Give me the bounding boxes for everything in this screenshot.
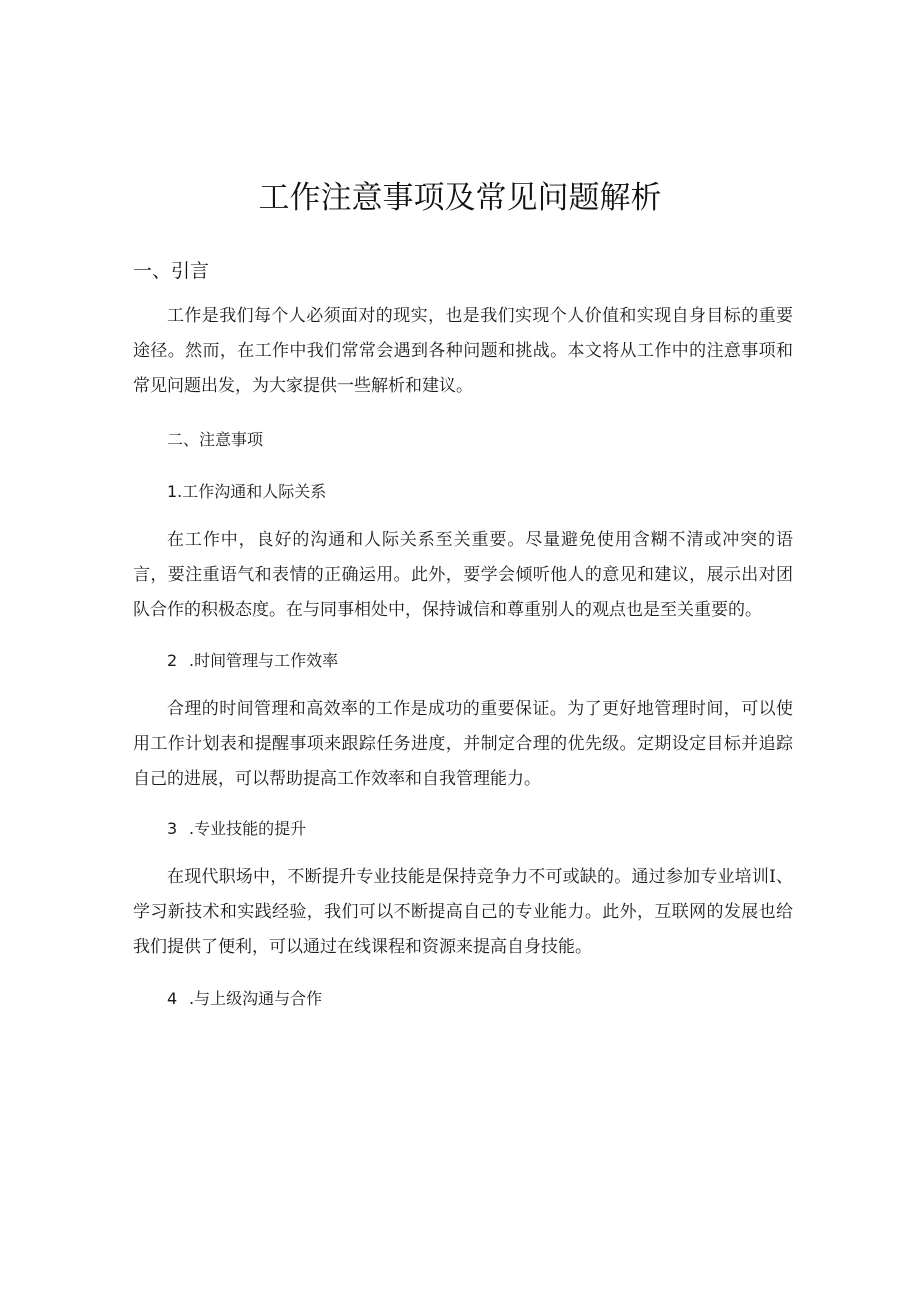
item-heading-4 bbox=[167, 987, 322, 1011]
item-title: .与上级沟通与合作 bbox=[189, 989, 323, 1008]
item-paragraph-3: 在现代职场中，不断提升专业技能是保持竞争力不可或缺的。通过参加专业培训I、学习新技术和实践经验，我们可以不断提高自己的专业能力。此外，互联网的发展也给我们提供了便利，可以通过在线课程和资源来提高自身技能。 bbox=[133, 867, 793, 957]
item-number: 2 bbox=[167, 651, 178, 670]
section-heading-intro: 一、引言 bbox=[133, 260, 210, 282]
document-title: 工作注意事项及常见问题解析 bbox=[258, 180, 662, 216]
item-title: 工作沟通和人际关系 bbox=[182, 482, 327, 501]
item-heading-3 bbox=[167, 817, 306, 841]
item-number: 3 bbox=[167, 819, 178, 838]
item-number: 4 bbox=[167, 989, 178, 1008]
item-paragraph-2: 合理的时间管理和高效率的工作是成功的重要保证。为了更好地管理时间，可以使用工作计划表和提醒事项来跟踪任务进度，并制定合理的优先级。定期设定目标并追踪自己的进展，可以帮助提高工作效率和自我管理能力。 bbox=[133, 699, 793, 789]
item-number: 1. bbox=[167, 482, 183, 501]
section-heading-notes: 二、注意事项 bbox=[167, 430, 264, 449]
item-heading-2 bbox=[167, 649, 338, 673]
intro-paragraph: 工作是我们每个人必须面对的现实，也是我们实现个人价值和实现自身目标的重要途径。然而，在工作中我们常常会遇到各种问题和挑战。本文将从工作中的注意事项和常见问题出发，为大家提供一些解析和建议。 bbox=[133, 306, 793, 396]
item-title: .时间管理与工作效率 bbox=[189, 651, 339, 670]
item-title: .专业技能的提升 bbox=[189, 819, 307, 838]
item-heading-1 bbox=[167, 480, 326, 504]
item-paragraph-1: 在工作中，良好的沟通和人际关系至关重要。尽量避免使用含糊不清或冲突的语言，要注重语气和表情的正确运用。此外，要学会倾听他人的意见和建议，展示出对团队合作的积极态度。在与同事相处中，保持诚信和尊重别人的观点也是至关重要的。 bbox=[133, 530, 793, 620]
